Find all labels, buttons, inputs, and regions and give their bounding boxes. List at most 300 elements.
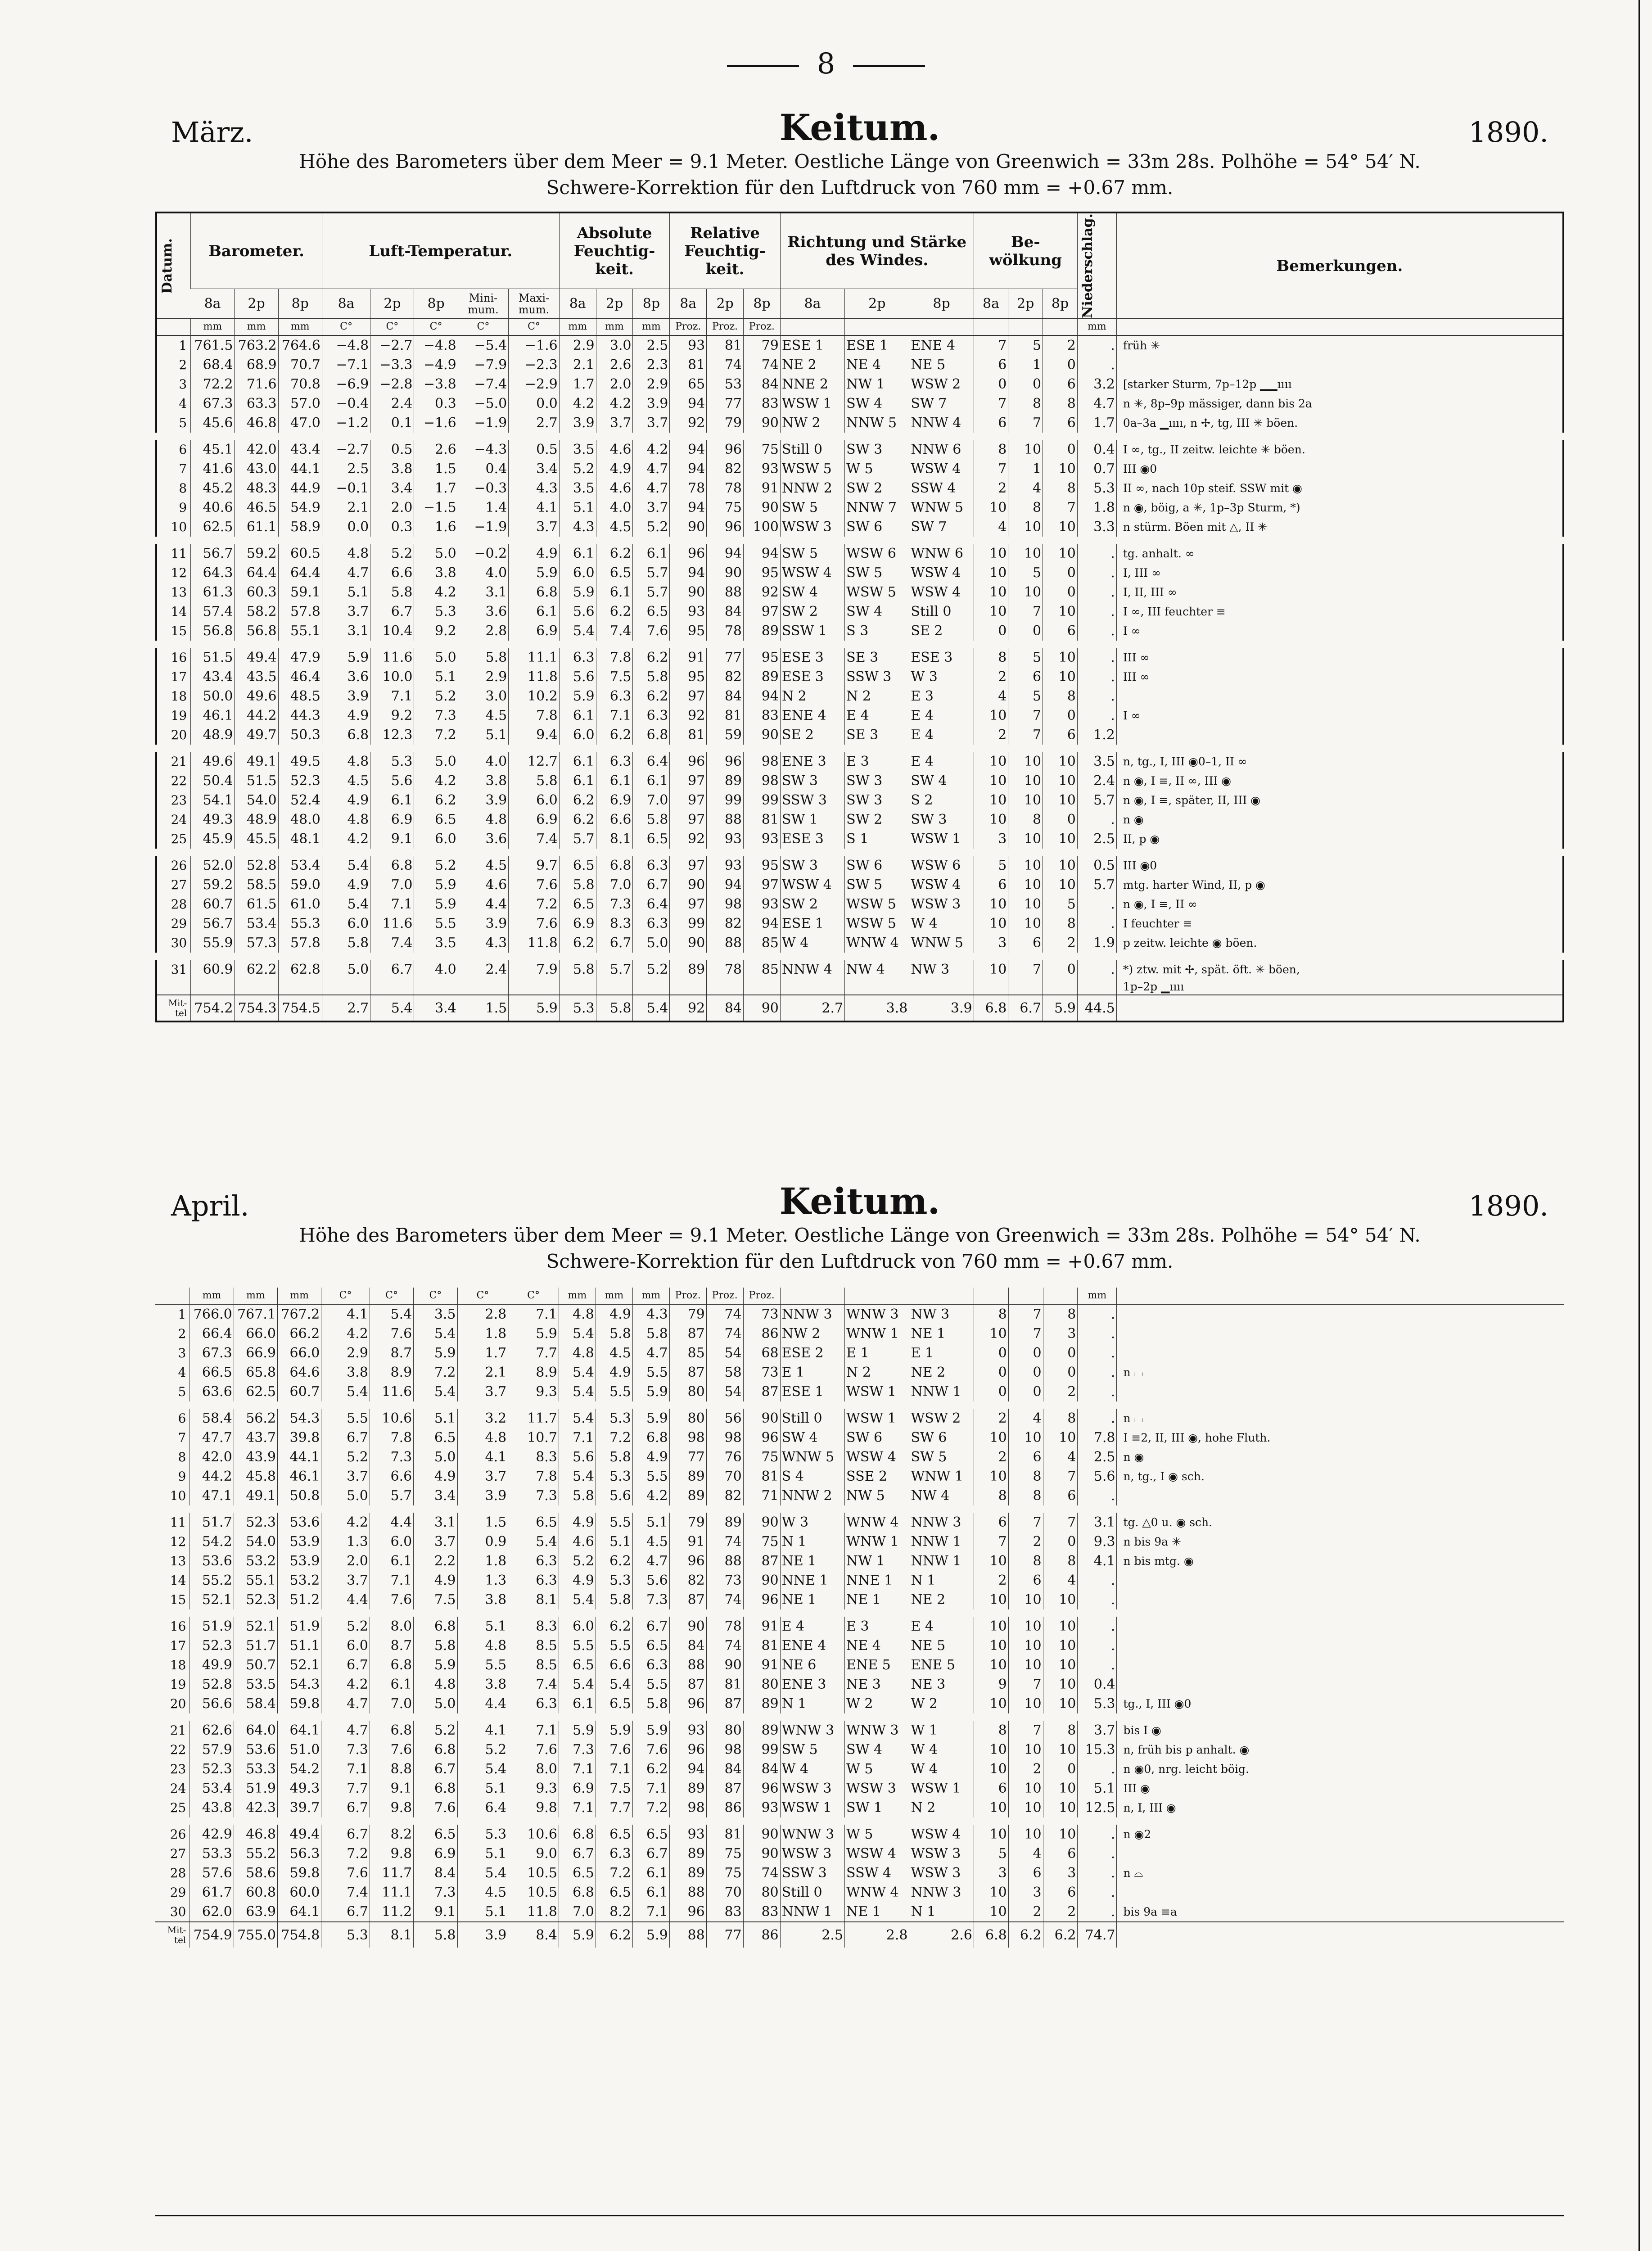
units-cell: mm <box>633 319 670 336</box>
data-cell: 7.6 <box>596 1740 632 1759</box>
data-cell: 5.4 <box>322 852 370 875</box>
data-cell: 10 <box>974 1655 1008 1675</box>
data-cell: 45.9 <box>191 829 235 852</box>
data-cell: 5.9 <box>414 1655 457 1675</box>
data-cell: 100 <box>744 517 781 540</box>
mean-cell: 2.5 <box>780 1922 844 1948</box>
data-cell: NNW 4 <box>909 413 974 436</box>
data-cell: 3.8 <box>370 459 414 479</box>
data-cell: . <box>1077 621 1116 644</box>
data-cell: 10.5 <box>508 1883 559 1902</box>
data-cell: NNW 2 <box>780 1486 844 1509</box>
data-cell: 5 <box>974 1844 1008 1863</box>
data-cell: 5.3 <box>1077 479 1116 498</box>
data-cell: 94 <box>744 687 781 706</box>
units-cell: mm <box>1077 319 1116 336</box>
data-cell: 7.1 <box>370 687 414 706</box>
data-cell: 5.5 <box>457 1655 508 1675</box>
data-cell: 5.8 <box>509 771 560 791</box>
data-cell: 81 <box>670 355 707 375</box>
empty-cell <box>1077 979 1116 995</box>
data-cell: 10 <box>974 791 1008 810</box>
april-station: Keitum. <box>779 1180 940 1222</box>
units-cell: mm <box>234 1288 277 1304</box>
data-cell: 7.7 <box>596 1798 632 1821</box>
data-cell: 10.0 <box>370 667 414 687</box>
data-cell: 10 <box>1008 748 1043 771</box>
data-cell: 6.1 <box>559 771 596 791</box>
data-cell: 5.5 <box>596 1382 632 1405</box>
data-cell: 7.6 <box>508 1740 559 1759</box>
data-cell: 53.4 <box>235 914 278 933</box>
data-cell: SW 5 <box>845 875 909 895</box>
data-cell: 6.7 <box>321 1798 370 1821</box>
data-cell: 5.5 <box>596 1509 632 1532</box>
data-cell: 6.9 <box>596 791 633 810</box>
data-cell: 10 <box>1008 1636 1043 1655</box>
data-cell: −0.4 <box>322 394 370 413</box>
data-cell: WSW 4 <box>909 1821 974 1844</box>
units-cell: mm <box>277 1288 321 1304</box>
day-cell: 20 <box>171 728 187 742</box>
data-cell: 6 <box>974 1509 1008 1532</box>
units-cell <box>909 319 974 336</box>
day-cell: 12 <box>170 1534 186 1549</box>
data-cell: 53.6 <box>277 1509 321 1532</box>
data-cell: 49.6 <box>191 748 235 771</box>
data-cell: 3.9 <box>457 1486 508 1509</box>
data-cell: 7.7 <box>321 1779 370 1798</box>
sub-8a: 8a <box>670 289 707 319</box>
day-cell: 2 <box>178 1326 186 1341</box>
data-cell: 60.3 <box>235 583 278 602</box>
remark-cell: n bis 9a ✳ <box>1117 1532 1564 1551</box>
data-cell: 96 <box>669 1694 706 1717</box>
data-cell: 4.9 <box>414 1467 457 1486</box>
data-cell: 96 <box>743 1428 780 1447</box>
data-cell: 6.3 <box>633 706 670 725</box>
data-cell: 0.7 <box>1077 459 1116 479</box>
data-cell: 59.8 <box>277 1863 321 1883</box>
data-cell: . <box>1077 687 1116 706</box>
data-cell: 60.9 <box>191 956 235 979</box>
data-cell: 9.2 <box>370 706 414 725</box>
data-cell: 3.7 <box>321 1571 370 1590</box>
data-cell: ENE 4 <box>780 1636 844 1655</box>
day-cell: 10 <box>171 520 187 534</box>
remark-cell: I ∞, III feuchter ≡ <box>1116 602 1563 621</box>
data-cell: 5.3 <box>596 1467 632 1486</box>
data-cell: WNW 3 <box>780 1821 844 1844</box>
data-cell: 4.2 <box>633 436 670 459</box>
data-cell: 10 <box>1008 914 1043 933</box>
data-cell: 93 <box>744 829 781 852</box>
data-cell: 4.9 <box>322 875 370 895</box>
table-row <box>155 1798 1564 1821</box>
data-cell: WSW 6 <box>845 540 909 563</box>
data-cell: 43.4 <box>191 667 235 687</box>
data-cell: 6.5 <box>414 1821 457 1844</box>
data-cell: 77 <box>707 394 744 413</box>
empty-cell <box>744 979 781 995</box>
data-cell: 3.1 <box>414 1509 457 1532</box>
data-cell: WNW 4 <box>845 1883 909 1902</box>
data-cell: 41.6 <box>191 459 235 479</box>
data-cell: 50.7 <box>234 1655 277 1675</box>
data-cell: 10.7 <box>508 1428 559 1447</box>
data-cell: 49.7 <box>235 725 278 748</box>
data-cell: 5 <box>1008 687 1043 706</box>
data-cell: 6 <box>974 413 1008 436</box>
empty-cell <box>278 979 322 995</box>
data-cell: 49.4 <box>277 1821 321 1844</box>
remark-cell: n ◉ <box>1116 810 1563 829</box>
data-cell: 7.1 <box>632 1902 669 1922</box>
data-cell: 4.7 <box>633 459 670 479</box>
mean-cell: 3.9 <box>909 995 974 1022</box>
data-cell: 5 <box>1043 895 1078 914</box>
data-cell: 6.5 <box>633 602 670 621</box>
day-cell: 15 <box>170 1592 186 1607</box>
data-cell: 0.0 <box>322 517 370 540</box>
mean-cell: 84 <box>707 995 744 1022</box>
data-cell: 90 <box>670 583 707 602</box>
data-cell: WNW 4 <box>845 933 909 956</box>
remark-cell: III ∞ <box>1116 644 1563 667</box>
data-cell: W 4 <box>909 914 974 933</box>
data-cell: 42.0 <box>190 1447 234 1467</box>
data-cell: 74 <box>706 1532 743 1551</box>
data-cell: ESE 3 <box>909 644 974 667</box>
data-cell: 5.8 <box>322 933 370 956</box>
table-row <box>155 1551 1564 1571</box>
units-cell: Proz. <box>743 1288 780 1304</box>
data-cell: 5.4 <box>559 1324 596 1343</box>
data-cell: SW 6 <box>845 852 909 875</box>
data-cell: −6.9 <box>322 375 370 394</box>
remark-cell <box>1116 725 1563 748</box>
data-cell: 6 <box>1008 667 1043 687</box>
data-cell: SW 3 <box>845 771 909 791</box>
data-cell: 0.5 <box>370 436 414 459</box>
data-cell: SW 4 <box>780 1428 844 1447</box>
data-cell: 63.3 <box>235 394 278 413</box>
data-cell: 6.6 <box>370 1467 413 1486</box>
day-cell: 17 <box>170 1638 186 1653</box>
data-cell: 4.6 <box>596 479 633 498</box>
table-row <box>156 540 1563 563</box>
data-cell: 96 <box>670 748 707 771</box>
data-cell: 6.2 <box>596 1551 632 1571</box>
units-cell: C° <box>322 319 370 336</box>
data-cell: −4.8 <box>322 335 370 355</box>
table-row <box>156 829 1563 852</box>
data-cell: SW 2 <box>780 895 844 914</box>
units-cell <box>780 319 844 336</box>
remark-cell: n, tg., I, III ◉0–1, II ∞ <box>1116 748 1563 771</box>
data-cell: SW 5 <box>780 1740 844 1759</box>
data-cell: 6.8 <box>559 1821 596 1844</box>
table-row <box>155 1779 1564 1798</box>
data-cell: 10 <box>1043 791 1078 810</box>
data-cell: 2 <box>1043 933 1078 956</box>
units-cell <box>780 1288 844 1304</box>
data-cell: 3.7 <box>414 1532 457 1551</box>
table-row <box>156 979 1563 995</box>
data-cell: 53.6 <box>190 1551 234 1571</box>
table-row <box>155 1467 1564 1486</box>
remark-cell: 1p–2p ▁ıııı <box>1116 979 1563 995</box>
data-cell: 5.3 <box>1078 1694 1117 1717</box>
data-cell: WSW 5 <box>845 914 909 933</box>
data-cell: 6.3 <box>596 687 633 706</box>
data-cell: 6.7 <box>321 1821 370 1844</box>
data-cell: 6.9 <box>414 1844 457 1863</box>
units-cell <box>155 1288 190 1304</box>
data-cell: 4.7 <box>1077 394 1116 413</box>
empty-cell <box>596 979 633 995</box>
data-cell: 10 <box>974 914 1008 933</box>
data-cell: 2.2 <box>414 1551 457 1571</box>
units-cell: mm <box>596 319 633 336</box>
data-cell: −1.9 <box>458 413 509 436</box>
data-cell: 57.3 <box>235 933 278 956</box>
data-cell: ENE 4 <box>909 335 974 355</box>
table-row <box>156 875 1563 895</box>
data-cell: 3.4 <box>509 459 560 479</box>
data-cell: . <box>1077 583 1116 602</box>
col-bewoelkung: Be-wölkung <box>974 212 1077 289</box>
data-cell: 5.6 <box>596 1486 632 1509</box>
data-cell: 39.8 <box>277 1428 321 1447</box>
data-cell: 57.9 <box>190 1740 234 1759</box>
mean-cell: 2.7 <box>780 995 844 1022</box>
data-cell: 65 <box>670 375 707 394</box>
data-cell: 4 <box>1008 1405 1043 1428</box>
table-row <box>155 1694 1564 1717</box>
data-cell: . <box>1078 1304 1117 1324</box>
data-cell: 53.6 <box>234 1740 277 1759</box>
data-cell: 6.2 <box>596 540 633 563</box>
data-cell: 4.2 <box>321 1509 370 1532</box>
data-cell: 0 <box>1043 436 1078 459</box>
mean-cell: 92 <box>670 995 707 1022</box>
data-cell: 61.1 <box>235 517 278 540</box>
data-cell: 7.6 <box>370 1740 413 1759</box>
table-row <box>156 687 1563 706</box>
data-cell: 63.9 <box>234 1902 277 1922</box>
table-row <box>156 459 1563 479</box>
data-cell: −0.3 <box>458 479 509 498</box>
data-cell: 5.8 <box>414 1636 457 1655</box>
data-cell: 92 <box>670 413 707 436</box>
data-cell: 8 <box>1008 1467 1043 1486</box>
data-cell: 7.1 <box>559 1798 596 1821</box>
data-cell: 74 <box>706 1324 743 1343</box>
data-cell: WSW 3 <box>909 1863 974 1883</box>
data-cell: N 1 <box>909 1902 974 1922</box>
data-cell: 58.6 <box>234 1863 277 1883</box>
empty-cell <box>845 979 909 995</box>
data-cell: 7.8 <box>370 1428 413 1447</box>
data-cell: 6.1 <box>559 540 596 563</box>
data-cell: 45.8 <box>234 1467 277 1486</box>
data-cell: 4.7 <box>321 1717 370 1740</box>
remark-cell: n, tg., I ◉ sch. <box>1117 1467 1564 1486</box>
data-cell: 6.2 <box>632 1759 669 1779</box>
mean-cell: 2.7 <box>322 995 370 1022</box>
table-row <box>155 1613 1564 1636</box>
data-cell: 66.4 <box>190 1324 234 1343</box>
data-cell: 43.4 <box>278 436 322 459</box>
sub-8p: 8p <box>414 289 458 319</box>
remark-cell: I ∞ <box>1116 621 1563 644</box>
sub-8p: 8p <box>1043 289 1078 319</box>
data-cell: 10 <box>1043 1590 1078 1613</box>
data-cell: 89 <box>669 1844 706 1863</box>
data-cell: 10 <box>1043 748 1078 771</box>
units-cell: C° <box>414 319 458 336</box>
data-cell: 11.6 <box>370 1382 413 1405</box>
data-cell: 6.5 <box>596 1694 632 1717</box>
remark-cell: n ⌴ <box>1117 1363 1564 1382</box>
table-row <box>156 895 1563 914</box>
remark-cell <box>1117 1675 1564 1694</box>
data-cell: 11.7 <box>370 1863 413 1883</box>
remark-cell: n ⌴ <box>1117 1405 1564 1428</box>
data-cell: 5.0 <box>322 956 370 979</box>
data-cell: 5.2 <box>414 687 458 706</box>
data-cell: 46.8 <box>234 1821 277 1844</box>
table-row <box>156 563 1563 583</box>
data-cell: 56.6 <box>190 1694 234 1717</box>
data-cell: 96 <box>743 1779 780 1798</box>
data-cell: 2.0 <box>321 1551 370 1571</box>
data-cell: 0 <box>974 621 1008 644</box>
mean-cell: 5.9 <box>632 1922 669 1948</box>
remark-cell: III ◉0 <box>1116 459 1563 479</box>
data-cell: 10 <box>1008 1694 1043 1717</box>
data-cell: ENE 5 <box>845 1655 909 1675</box>
data-cell: 44.1 <box>278 459 322 479</box>
data-cell: 84 <box>707 687 744 706</box>
data-cell: 3.7 <box>321 1467 370 1486</box>
data-cell: 5.9 <box>559 687 596 706</box>
data-cell: 4.6 <box>559 1532 596 1551</box>
data-cell: −0.1 <box>322 479 370 498</box>
data-cell: 4 <box>974 517 1008 540</box>
sub-8p: 8p <box>633 289 670 319</box>
data-cell: 2.1 <box>322 498 370 517</box>
data-cell: 75 <box>743 1532 780 1551</box>
data-cell: −3.8 <box>414 375 458 394</box>
data-cell: 763.2 <box>235 335 278 355</box>
data-cell: 764.6 <box>278 335 322 355</box>
data-cell: 3.8 <box>414 563 458 583</box>
data-cell: E 4 <box>909 748 974 771</box>
data-cell: NNW 3 <box>780 1304 844 1324</box>
data-cell: 2.0 <box>596 375 633 394</box>
data-cell: 4.7 <box>322 563 370 583</box>
data-cell: 5.8 <box>633 667 670 687</box>
sub-8p: 8p <box>278 289 322 319</box>
table-row <box>156 479 1563 498</box>
data-cell: 11.6 <box>370 914 414 933</box>
mean-cell: 5.3 <box>321 1922 370 1948</box>
data-cell: 5.7 <box>633 583 670 602</box>
day-cell: 27 <box>171 877 187 892</box>
data-cell: 5.2 <box>321 1447 370 1467</box>
data-cell: 0 <box>974 375 1008 394</box>
data-cell: 7 <box>1008 602 1043 621</box>
mean-cell: 754.2 <box>191 995 235 1022</box>
data-cell: 70.7 <box>278 355 322 375</box>
data-cell: 94 <box>669 1759 706 1779</box>
data-cell: 6.5 <box>414 810 458 829</box>
day-cell: 16 <box>170 1619 186 1634</box>
data-cell: 5.6 <box>370 771 414 791</box>
data-cell: 7.1 <box>596 1759 632 1779</box>
data-cell: ESE 1 <box>845 335 909 355</box>
data-cell: 6.8 <box>370 1717 413 1740</box>
data-cell: . <box>1077 895 1116 914</box>
data-cell: 2.4 <box>370 394 414 413</box>
sub-8p: 8p <box>909 289 974 319</box>
data-cell: 47.9 <box>278 644 322 667</box>
table-row <box>155 1343 1564 1363</box>
data-cell: 4.8 <box>457 1428 508 1447</box>
data-cell: 10 <box>1043 771 1078 791</box>
data-cell: 8.2 <box>370 1821 413 1844</box>
data-cell: 8 <box>1043 1405 1078 1428</box>
data-cell: WNW 1 <box>845 1324 909 1343</box>
table-row <box>156 355 1563 375</box>
mean-cell: 1.5 <box>458 995 509 1022</box>
data-cell: 64.3 <box>191 563 235 583</box>
data-cell: 6.3 <box>596 1844 632 1863</box>
units-row <box>155 1288 1564 1304</box>
data-cell: 5.2 <box>633 956 670 979</box>
data-cell: 4.2 <box>596 394 633 413</box>
data-cell: 5 <box>1008 644 1043 667</box>
data-cell: 3.7 <box>1078 1717 1117 1740</box>
data-cell: 3.8 <box>457 1675 508 1694</box>
data-cell: 4.8 <box>322 810 370 829</box>
data-cell: E 3 <box>909 687 974 706</box>
day-cell: 27 <box>170 1846 186 1861</box>
data-cell: NE 5 <box>909 355 974 375</box>
data-cell: 59 <box>707 725 744 748</box>
data-cell: . <box>1078 1382 1117 1405</box>
data-cell: 9.0 <box>508 1844 559 1863</box>
data-cell: 6.1 <box>370 1675 413 1694</box>
remark-cell: I ∞, tg., II zeitw. leichte ✳ böen. <box>1116 436 1563 459</box>
data-cell: 64.1 <box>277 1717 321 1740</box>
data-cell: WSW 5 <box>845 583 909 602</box>
table-row <box>156 706 1563 725</box>
data-cell: W 1 <box>909 1717 974 1740</box>
data-cell: 40.6 <box>191 498 235 517</box>
data-cell: 91 <box>744 479 781 498</box>
data-cell: 7.1 <box>559 1759 596 1779</box>
data-cell: 10.4 <box>370 621 414 644</box>
data-cell: 3.8 <box>321 1363 370 1382</box>
data-cell: 78 <box>707 479 744 498</box>
table-row <box>156 667 1563 687</box>
data-cell: 8 <box>1043 1551 1078 1571</box>
empty-cell <box>1008 979 1043 995</box>
data-cell: 4.2 <box>559 394 596 413</box>
